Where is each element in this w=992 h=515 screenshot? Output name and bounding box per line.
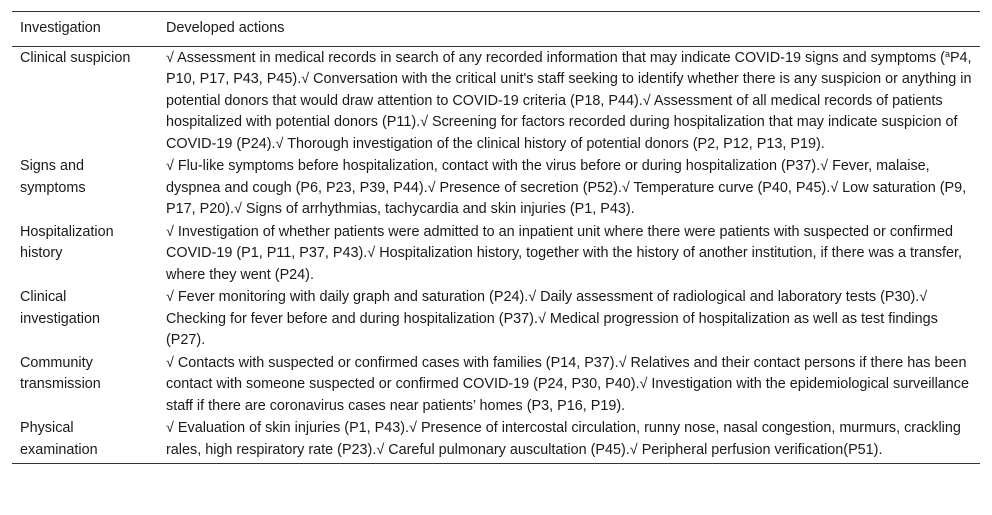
table-header xyxy=(12,12,980,47)
row-actions-cell: √ Flu-like symptoms before hospitalization, contact with the virus before or during hospitalization (P37).√ Fever, malaise, dyspnea and cough (P6, P23, P39, P44).√ Presence of secretion (P52).√ Temperature curve (P40, P45).√ Low saturation (P9, P17, P20).√ Signs of arrhythmias, tachycardia and skin injuries (P1, P43). xyxy=(166,158,967,217)
actions-text-end: P4, P10, P17, P43, P45).√ Conversation with the critical unit's staff seeking to identify whether there is any suspicion or anything in potential donors that would draw attention to COVID-19 criteria (P18, P44).√ Assessment of all medical records of patients hospitalized with potential donors (P11).√ Screening for factors recorded during hospitalization that may indicate suspicion of COVID-19 (P24).√ Thorough investigation of the clinical history of potential donors (P2, P12, P13, P19). xyxy=(166,49,972,152)
investigation-table-container xyxy=(12,11,980,464)
table-row xyxy=(12,286,980,352)
row-actions-cell: √ Contacts with suspected or confirmed cases with families (P14, P37).√ Relatives and their contact persons if there has been contact with someone suspected or confirmed COVID-19 (P24, P30, P40).√ Investigation with the epidemiological surveillance staff if there are coronavirus cases near patients’ homes (P3, P16, P19). xyxy=(166,354,969,414)
table-body xyxy=(12,46,980,464)
header-investigation: Investigation xyxy=(12,12,158,47)
investigation-actions-table xyxy=(12,11,980,464)
row-actions-cell: √ Evaluation of skin injuries (P1, P43).√ Presence of intercostal circulation, runny nose, nasal congestion, murmurs, crackling rales, high respiratory rate (P23).√ Careful pulmonary auscultation (P45).√ Peripheral perfusion verification(P51). xyxy=(158,417,980,464)
header-developed-actions: Developed actions xyxy=(158,12,980,47)
row-actions-cell xyxy=(158,46,980,155)
row-investigation-cell: Clinical investigation xyxy=(20,289,100,327)
row-investigation-cell: Signs and symptoms xyxy=(20,158,86,196)
actions-text-start: √ Assessment in medical records in search of any recorded information that may indicate COVID-19 signs and symptoms ( xyxy=(166,49,945,66)
row-investigation-cell: Hospitalization history xyxy=(20,223,114,261)
footnote-marker: a xyxy=(944,48,950,59)
row-investigation-cell: Clinical suspicion xyxy=(20,49,131,66)
row-investigation-cell: Community transmission xyxy=(20,354,101,392)
table-row xyxy=(12,417,980,464)
row-investigation-cell: Physical examination xyxy=(12,417,158,464)
table-row xyxy=(12,352,980,418)
table-row xyxy=(12,46,980,155)
table-row xyxy=(12,221,980,287)
header-row xyxy=(12,12,980,47)
row-actions-cell: √ Fever monitoring with daily graph and saturation (P24).√ Daily assessment of radiological and laboratory tests (P30).√ Checking for fever before and during hospitalization (P37).√ Medical progression of hospitalization as well as test findings (P27). xyxy=(166,289,938,348)
table-row xyxy=(12,155,980,221)
row-actions-cell: √ Investigation of whether patients were admitted to an inpatient unit where there were patients with suspected or confirmed COVID-19 (P1, P11, P37, P43).√ Hospitalization history, together with the history of another institution, if there was a transfer, where they went (P24). xyxy=(166,223,963,283)
